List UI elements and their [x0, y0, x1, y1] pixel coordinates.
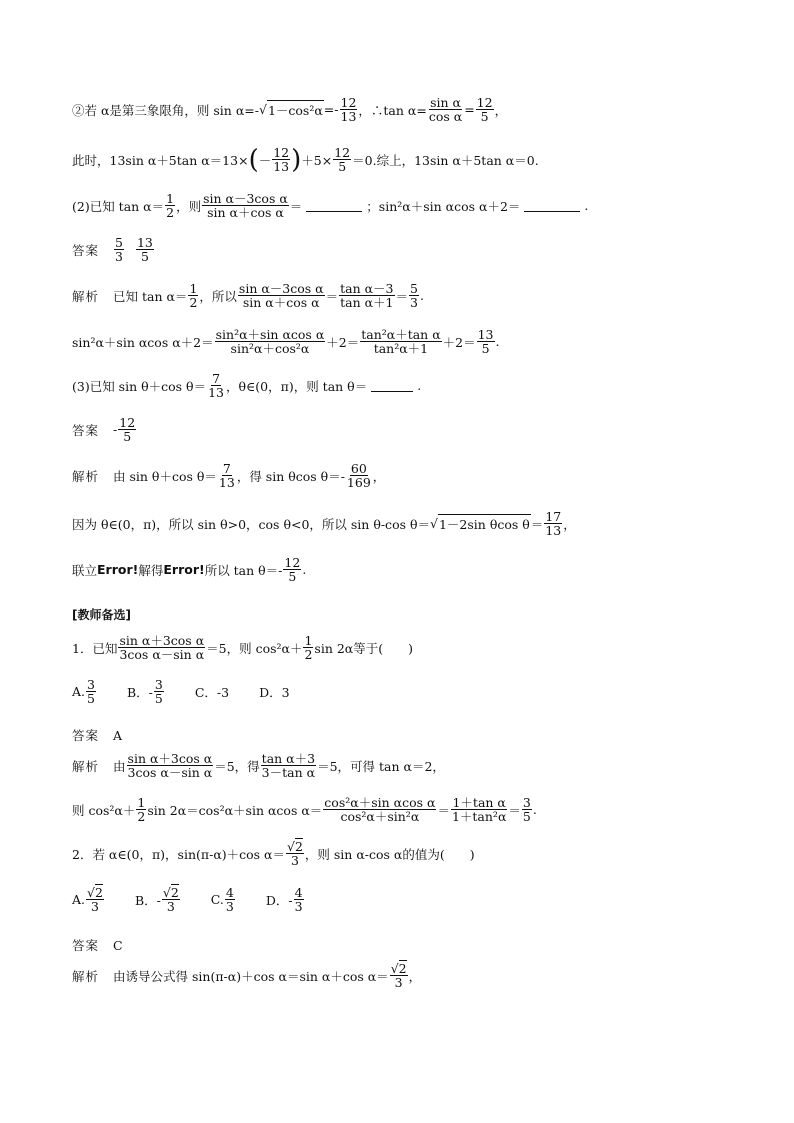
- numerator: √2: [287, 839, 303, 854]
- question-2: [72, 192, 588, 219]
- sqrt-body: 1－cos²α: [267, 100, 324, 119]
- numerator: 12: [273, 145, 290, 160]
- fraction: [360, 328, 441, 355]
- text: ＝: [508, 802, 521, 818]
- question-3: [72, 372, 421, 399]
- solution-line-conclusion: [72, 146, 539, 173]
- denominator: tan²α＋1: [373, 341, 429, 357]
- numerator: √2: [390, 961, 407, 976]
- text: ，: [408, 968, 422, 984]
- option-a: [72, 886, 105, 913]
- text: .: [584, 198, 589, 214]
- text: .: [495, 334, 500, 350]
- solution-2b: [72, 328, 499, 355]
- text: ＝5，则 cos²α＋: [206, 640, 303, 656]
- denominator: 2: [137, 809, 146, 825]
- solution-3a: [72, 462, 385, 489]
- text: ，: [372, 468, 386, 484]
- denominator: sin²α＋cos²α: [230, 341, 310, 357]
- text: sin 2α＝cos²α＋sin αcos α＝: [147, 802, 323, 818]
- text: .: [419, 288, 424, 304]
- numerator: tan α－3: [340, 281, 394, 296]
- option-label: D．-: [265, 892, 293, 908]
- fraction: [390, 962, 408, 989]
- numerator: 13: [136, 235, 153, 250]
- numerator: sin α－3cos α: [203, 191, 288, 206]
- solution-2a: [72, 282, 424, 309]
- denominator: 1＋tan²α: [451, 809, 507, 825]
- numerator: 13: [477, 327, 494, 342]
- example-1-options: [72, 678, 320, 705]
- fraction: [544, 510, 562, 537]
- option-label: A.: [72, 892, 86, 908]
- denominator: 3: [410, 295, 418, 311]
- numerator: sin α＋3cos α: [119, 633, 205, 648]
- sqrt-body: 2: [170, 885, 179, 900]
- option-label: A.: [72, 684, 86, 700]
- text: ＝: [530, 516, 544, 532]
- text: ＝: [437, 802, 450, 818]
- text: sin 2α等于( ): [314, 640, 414, 656]
- text: ；sin²α＋sin αcos α＋2＝: [366, 198, 521, 214]
- denominator: sin α＋cos α: [207, 205, 284, 221]
- answer-label: 答案: [72, 422, 100, 438]
- numerator: 12: [119, 415, 136, 430]
- fraction: [286, 840, 304, 867]
- option-c: C．-3: [194, 684, 230, 700]
- answer-blank: [524, 199, 580, 212]
- text: 由: [113, 758, 126, 774]
- denominator: 3: [394, 975, 403, 991]
- numerator: 1＋tan α: [452, 795, 506, 810]
- text: 所以 tan θ＝-: [204, 562, 283, 578]
- text: 1．已知: [72, 640, 118, 656]
- sqrt-body: 2: [94, 885, 103, 900]
- numerator: 7: [212, 371, 221, 386]
- option-b: [135, 886, 181, 913]
- fraction: [136, 236, 154, 263]
- denominator: 3: [166, 899, 175, 915]
- denominator: 2: [166, 205, 175, 221]
- sqrt-body: 2: [398, 961, 407, 976]
- denominator: 3: [225, 899, 234, 915]
- fraction: [346, 462, 372, 489]
- denominator: cos²α＋sin²α: [340, 809, 420, 825]
- denominator: 169: [346, 475, 371, 491]
- text: -: [113, 422, 118, 438]
- denominator: sin α＋cos α: [242, 295, 320, 311]
- answer-e1: [72, 726, 122, 744]
- text: 联立: [72, 562, 98, 578]
- text: ＝: [395, 288, 409, 304]
- numerator: sin²α＋sin αcos α: [215, 327, 325, 342]
- fraction: [294, 886, 304, 913]
- denominator: 5: [338, 159, 347, 175]
- text: ＝: [289, 198, 303, 214]
- option-label: B．-: [126, 684, 153, 700]
- option-c: [211, 886, 236, 913]
- text: 2．若 α∈(0，π)，sin(π-α)＋cos α＝: [72, 846, 285, 862]
- fraction: [409, 282, 419, 309]
- denominator: 3: [290, 853, 299, 869]
- text: ，∴tan α=: [358, 102, 427, 118]
- text: =-: [323, 102, 339, 118]
- text: ＝5，得: [214, 758, 260, 774]
- denominator: 3cos α－sin α: [127, 765, 213, 781]
- denominator: 3: [115, 249, 123, 265]
- example-2-options: [72, 886, 335, 913]
- solution-3c: [72, 556, 306, 583]
- answer-label: 答案: [72, 728, 100, 743]
- text: sin²α＋sin αcos α＋2＝: [72, 334, 214, 350]
- fraction: [127, 752, 214, 779]
- fraction: [118, 416, 136, 443]
- example-2: [72, 840, 475, 867]
- solution-e1b: [72, 796, 537, 823]
- text: 由 sin θ＋cos θ＝: [113, 468, 217, 484]
- left-paren: (: [248, 144, 259, 175]
- text: 解得: [138, 562, 164, 578]
- fraction: [238, 282, 325, 309]
- text: ，则: [176, 198, 202, 214]
- fraction: [323, 796, 436, 823]
- solution-label: 解析: [72, 468, 100, 484]
- denominator: 13: [273, 159, 290, 175]
- text: －: [258, 152, 272, 168]
- fraction: [118, 634, 205, 661]
- fraction: [451, 796, 507, 823]
- denominator: 5: [481, 341, 490, 357]
- denominator: 3－tan α: [261, 765, 316, 781]
- numerator: 12: [340, 95, 357, 110]
- fraction: [154, 678, 164, 705]
- text: ＋2＝: [326, 334, 360, 350]
- solution-label: 解析: [72, 288, 100, 304]
- text: ，得 sin θcos θ＝-: [236, 468, 345, 484]
- fraction: [165, 192, 175, 219]
- answer-3: [72, 416, 137, 443]
- text: ＋2＝: [442, 334, 476, 350]
- option-b: [127, 678, 165, 705]
- numerator: 60: [350, 461, 367, 476]
- text: 则 cos²α＋: [72, 802, 136, 818]
- answer-e2: [72, 936, 123, 954]
- fraction: [136, 796, 146, 823]
- numerator: sin α－3cos α: [238, 281, 324, 296]
- denominator: 5: [480, 109, 489, 125]
- numerator: tan α＋3: [261, 751, 316, 766]
- numerator: 1: [189, 281, 198, 296]
- numerator: 12: [284, 555, 301, 570]
- fraction: [261, 752, 316, 779]
- fraction: [162, 886, 180, 913]
- numerator: 1: [137, 795, 146, 810]
- numerator: 1: [166, 191, 175, 206]
- numerator: √2: [162, 885, 179, 900]
- text: .: [532, 802, 537, 818]
- denominator: 2: [189, 295, 198, 311]
- denominator: 5: [123, 429, 132, 445]
- option-a: [72, 678, 97, 705]
- option-label: C.: [210, 892, 224, 908]
- text: .: [417, 378, 422, 394]
- denominator: 5: [154, 691, 163, 707]
- fraction: [476, 96, 494, 123]
- text: ＝5，可得 tan α＝2，: [317, 758, 445, 774]
- error-text: Error!: [163, 562, 205, 578]
- text: ＝: [325, 288, 339, 304]
- solution-line-quadrant3: [72, 96, 507, 123]
- denominator: 13: [208, 385, 224, 401]
- denominator: 3: [294, 899, 303, 915]
- solution-3b: [72, 510, 576, 537]
- numerator: 1: [304, 633, 313, 648]
- text: 由诱导公式得 sin(π-α)＋cos α＝sin α＋cos α＝: [113, 968, 389, 984]
- numerator: 12: [476, 95, 493, 110]
- fraction: [333, 146, 351, 173]
- example-1: [72, 634, 413, 661]
- fraction: [477, 328, 495, 355]
- denominator: 5: [87, 691, 95, 707]
- numerator: 5: [410, 281, 418, 296]
- fraction: [207, 372, 225, 399]
- answer-label: 答案: [72, 938, 100, 953]
- error-text: Error!: [97, 562, 139, 578]
- fraction: [303, 634, 313, 661]
- fraction: [340, 96, 358, 123]
- fraction: [86, 678, 96, 705]
- fraction: [339, 282, 394, 309]
- numerator: sin α: [430, 95, 461, 110]
- text: ，: [494, 102, 508, 118]
- fraction: [428, 96, 463, 123]
- option-d: D．3: [259, 684, 290, 700]
- fraction: [283, 556, 301, 583]
- answer-label: 答案: [72, 242, 100, 258]
- numerator: 3: [154, 677, 163, 692]
- text: ，θ∈(0，π)，则 tan θ＝: [226, 378, 368, 394]
- solution-e2: [72, 962, 421, 989]
- denominator: cos α: [428, 109, 463, 125]
- sqrt-body: 1－2sin θcos θ: [438, 514, 531, 533]
- numerator: tan²α＋tan α: [361, 327, 441, 342]
- fraction: [86, 886, 104, 913]
- denominator: 5: [522, 809, 531, 825]
- denominator: 2: [304, 647, 313, 663]
- text: 已知 tan α＝: [113, 288, 188, 304]
- denominator: 13: [218, 475, 235, 491]
- numerator: 4: [225, 885, 234, 900]
- answer-value: A: [113, 727, 123, 743]
- numerator: 5: [115, 235, 123, 250]
- numerator: 3: [87, 677, 95, 692]
- text: ＋5×: [301, 152, 333, 168]
- text: ，所以: [199, 288, 237, 304]
- numerator: 3: [522, 795, 531, 810]
- numerator: 7: [222, 461, 231, 476]
- fraction: [272, 146, 290, 173]
- answer-blank: [371, 379, 413, 392]
- right-paren: ): [291, 144, 302, 175]
- section-heading: [72, 606, 131, 623]
- sqrt: √ 1－cos²α: [258, 102, 323, 119]
- numerator: √2: [87, 885, 103, 900]
- option-label: B．-: [134, 892, 161, 908]
- text: (2)已知 tan α＝: [72, 198, 165, 214]
- denominator: 3cos α－sin α: [119, 647, 205, 663]
- denominator: 5: [140, 249, 149, 265]
- text: ＝0.综上，13sin α＋5tan α＝0.: [352, 152, 539, 168]
- option-d: [266, 886, 305, 913]
- text: (3)已知 sin θ＋cos θ＝: [72, 378, 207, 394]
- fraction: [522, 796, 532, 823]
- numerator: 12: [334, 145, 351, 160]
- numerator: 17: [545, 509, 562, 524]
- fraction: [215, 328, 326, 355]
- text: =: [464, 102, 475, 118]
- fraction: [218, 462, 236, 489]
- answer-2: [72, 236, 155, 263]
- solution-label: 解析: [72, 968, 100, 984]
- numerator: 4: [294, 885, 303, 900]
- denominator: 3: [91, 899, 99, 915]
- solution-label: 解析: [72, 758, 100, 774]
- text: 此时，13sin α＋5tan α＝13×: [72, 152, 249, 168]
- fraction: [225, 886, 235, 913]
- solution-e1a: [72, 752, 445, 779]
- text: ②若 α是第三象限角，则 sin α=-: [72, 102, 259, 118]
- fraction: [188, 282, 198, 309]
- answer-value: C: [113, 937, 123, 953]
- denominator: 5: [288, 569, 297, 585]
- denominator: 13: [545, 523, 562, 539]
- text: .: [302, 562, 307, 578]
- denominator: 13: [340, 109, 357, 125]
- section-title: [教师备选]: [72, 608, 131, 622]
- fraction: [202, 192, 289, 219]
- text: ，: [563, 516, 576, 532]
- answer-blank: [306, 199, 362, 212]
- fraction: [114, 236, 124, 263]
- numerator: sin α＋3cos α: [127, 751, 213, 766]
- numerator: cos²α＋sin αcos α: [324, 795, 436, 810]
- sqrt: √ 1－2sin θcos θ: [430, 516, 530, 533]
- text: 因为 θ∈(0，π)，所以 sin θ>0，cos θ<0，所以 sin θ-cos θ＝: [72, 516, 431, 532]
- text: ，则 sin α-cos α的值为( ): [304, 846, 475, 862]
- sqrt-body: 2: [294, 839, 303, 854]
- denominator: tan α＋1: [340, 295, 394, 311]
